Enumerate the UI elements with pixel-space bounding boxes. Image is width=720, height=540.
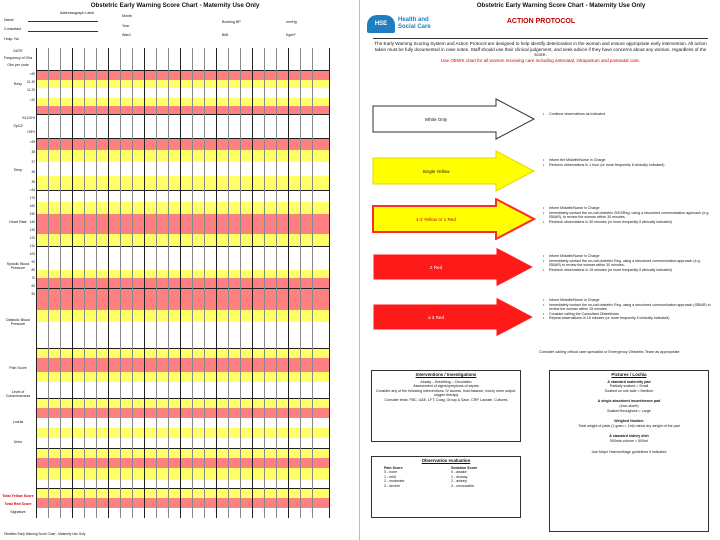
logo-line-2: Social Care: [398, 24, 431, 30]
scale-hr-4: 140: [29, 220, 35, 224]
arrow-yellow-red: [371, 198, 536, 240]
scale-spo2-1: 94-100%: [22, 116, 35, 120]
addressograph-label: Addressograph Label: [60, 11, 95, 15]
lochia-line: (Inco-sheet): [619, 403, 639, 408]
action-item: • Immediately contact the on-call obstetric Reg. using a structured communication approach (ISBAR) to review the woman within 15 minutes: [543, 303, 713, 312]
section-frequency: Frequency of Obs: [3, 56, 33, 60]
logo-line-1: Health and: [398, 17, 429, 23]
scale-temp-1: >39: [29, 140, 35, 144]
scale-resp-1: >30: [29, 72, 35, 76]
field-booking-bp: Booking BP: [222, 20, 241, 24]
action-item: • Inform Midwife/Nurse in Charge: [543, 298, 713, 303]
field-name: Name: [4, 18, 14, 22]
interventions-title: Interventions / Investigations: [415, 372, 477, 377]
interventions-line: Consider tests: FBC, U&E, LFT, Coag, Group & Save, CRP, Lactate, Cultures: [384, 397, 508, 402]
section-date: DATE: [13, 49, 23, 53]
section-spo2: SpO2: [13, 124, 23, 128]
action-protocol-page: [361, 0, 720, 540]
lochia-line: Partially soaked = Small: [609, 384, 649, 389]
chart-title: Obstetric Early Warning Score Chart - Maternity Use Only: [90, 2, 260, 9]
hse-logo: [367, 14, 447, 34]
scale-hr-6: 120: [29, 236, 35, 240]
action-item: • Repeat observations in 15 minutes (or more frequently if clinically indicated): [543, 316, 713, 321]
pain-score-header: Pain Score: [384, 465, 403, 470]
section-total-yellow: Total Yellow Score: [2, 494, 34, 498]
intro-warning: Use OEWS chart for all women receiving care including antenatal, intrapartum and postnatal care.: [440, 57, 641, 63]
section-consciousness: Level of Consciousness: [5, 390, 31, 398]
scale-hr-12: 60: [31, 284, 35, 288]
actions-two-red: [543, 254, 713, 272]
action-item: • Recheck observations in 1 hour (or more frequently if clinically indicated): [543, 163, 713, 168]
action-item: • Immediately contact the on-call obstetric SHO/Reg. using a structured communication approach (e.g. ISBAR), to review the woman within 30 minutes.: [543, 211, 713, 220]
actions-single-yellow: [543, 158, 713, 167]
arrow-label-three-red: ≥ 3 Red: [427, 314, 445, 320]
scale-hr-1: 170: [29, 196, 35, 200]
observation-evaluation-box: [371, 456, 521, 518]
scale-temp-4: 36: [31, 170, 35, 174]
field-month: Month: [122, 14, 132, 18]
lochia-line: A standard maternity pad: [607, 379, 651, 384]
eval-cell: 0 - awake: [451, 470, 467, 475]
arrow-white-only: [371, 98, 536, 140]
section-lochia: Lochia: [12, 420, 24, 424]
arrow-label-yellow-red: 1-2 Yellow or 1 Red: [416, 216, 456, 222]
actions-three-red: [543, 298, 713, 321]
scale-temp-6: <34: [29, 188, 35, 192]
chart-footer: Obstetric Early Warning Score Chart - Maternity Use Only: [4, 532, 86, 536]
interventions-line: Assessment of signs/symptoms of sepsis: [413, 384, 479, 389]
scale-hr-9: 90: [31, 260, 35, 264]
section-urine: Urine: [13, 440, 23, 444]
section-total-red: Total Red Score: [4, 502, 32, 506]
intro-paragraph: The Early Warning Scoring System and Action Protocol are designed to help identify deterioration in the woman and ensure appropriate early intervention. All action taken must be fully documented in case notes. Staff should use their clinical judgement, and seek advice if they have concerns about any woman, regardless of the score.: [374, 41, 707, 58]
scale-hr-13: 50: [31, 292, 35, 296]
section-obs-code: Obs per code: [7, 63, 29, 67]
lochia-title: Pictures / Lochia: [611, 372, 647, 377]
lochia-box: [549, 370, 709, 532]
arrow-label-single-yellow: Single Yellow: [422, 168, 450, 174]
scale-temp-2: 38: [31, 150, 35, 154]
lochia-line: Weighed Number: [614, 419, 644, 424]
obs-grid: [36, 48, 330, 518]
scale-resp-3: 11-20: [27, 88, 35, 92]
action-item: • Recheck observations in 30 minutes (or more frequently if clinically indicated): [543, 220, 713, 225]
scale-resp-2: 21-30: [26, 80, 35, 84]
lochia-line: A standard kidney dish: [609, 434, 649, 439]
lochia-line: Soaked throughout = Large: [607, 408, 651, 413]
protocol-page-title: Obstetric Early Warning Score Chart - Maternity Use Only: [476, 2, 646, 9]
scale-hr-2: 160: [29, 204, 35, 208]
action-item: • Inform Midwife/Nurse in Charge: [543, 206, 713, 211]
scale-hr-3: 150: [29, 212, 35, 216]
lochia-line: A single absorbent incontinence pad: [597, 399, 661, 404]
section-temp: Temp: [13, 168, 23, 172]
arrow-label-white: White Only: [424, 116, 448, 122]
escalation-note: Consider calling critical care specialist or Emergency Obstetric Team as appropriate: [539, 350, 680, 354]
actions-yellow-red: [543, 206, 713, 224]
interventions-line: Consider any of the following interventions: IV access, fluid balance, hourly urine output, oxygen therapy: [375, 388, 517, 398]
actions-white: [543, 112, 713, 117]
hse-logo-mark: HSE: [367, 15, 395, 33]
scale-hr-7: 110: [29, 244, 35, 248]
arrow-label-two-red: 2 Red: [429, 264, 443, 270]
lochia-line: 500mls volume = 500ml: [609, 438, 649, 443]
interventions-line: Airway – Breathing – Circulation: [420, 379, 472, 384]
scale-hr-11: 70: [31, 276, 35, 280]
section-resp: Resp: [13, 82, 23, 86]
eval-cell: 2 - moderate: [384, 479, 405, 484]
action-protocol-title: ACTION PROTOCOL: [506, 18, 576, 25]
eval-cell: 3 - severe: [384, 483, 400, 488]
arrow-three-red: [371, 296, 536, 338]
field-kgm2: Kg/m²: [286, 33, 296, 37]
section-heart-rate: Heart Rate: [9, 220, 27, 224]
action-item: • Immediately contact the on-call obstetric Reg. using a structured communication approach (e.g. ISBAR) to review the woman within 30 minutes.: [543, 259, 713, 268]
eval-cell: 1 - mild: [384, 474, 396, 479]
intro-text: [373, 38, 708, 63]
arrow-single-yellow: [371, 150, 536, 192]
eval-cell: 2 - asleep: [451, 479, 467, 484]
eval-cell: 0 - none: [384, 470, 398, 475]
lochia-line: Total weight of pads (1 gram = 1ml) minus dry weight of the pad: [578, 423, 680, 428]
scale-spo2-2: <93%: [26, 130, 35, 134]
field-bmi: BMI: [222, 33, 229, 37]
field-mmhg: mmHg: [286, 20, 297, 24]
eval-cell: 1 - drowsy: [451, 474, 468, 479]
field-ward: Ward: [122, 33, 131, 37]
section-pain: Pain Score: [9, 366, 27, 370]
scale-hr-10: 80: [31, 268, 35, 272]
field-hosp-no: Hosp. No: [4, 37, 19, 41]
scale-temp-5: 35: [31, 180, 35, 184]
field-year: Year: [122, 24, 130, 28]
section-diastolic: Diastolic Blood Pressure: [6, 318, 30, 326]
eval-cell: 3 - unrousable: [451, 483, 474, 488]
observation-evaluation-title: Observation evaluation: [421, 458, 471, 463]
arrow-two-red: [371, 246, 536, 288]
action-item: • Continue observations as indicated: [543, 112, 713, 117]
action-item: • Inform the Midwife/Nurse in Charge: [543, 158, 713, 163]
section-systolic: Systolic Blood Pressure: [6, 262, 30, 270]
scale-resp-4: <10: [29, 98, 35, 102]
lochia-line: Soaked on one side = Medium: [604, 388, 654, 393]
scale-temp-3: 37: [31, 160, 35, 164]
section-signature: Signature: [10, 510, 26, 514]
scale-hr-8: 100: [29, 252, 35, 256]
interventions-box: [371, 370, 521, 442]
action-item: • Consider calling the Consultant Obstetrician: [543, 312, 713, 317]
sedation-score-header: Sedation Score: [451, 465, 478, 470]
action-item: • Recheck observations in 15 minutes (or more frequently if clinically indicated): [543, 268, 713, 273]
action-item: • Inform Midwife/Nurse in Charge: [543, 254, 713, 259]
lochia-line: Use Major Haemorrhage guidelines if indicated: [591, 449, 667, 454]
scale-hr-5: 130: [29, 228, 35, 232]
field-consultant: Consultant: [4, 27, 22, 31]
